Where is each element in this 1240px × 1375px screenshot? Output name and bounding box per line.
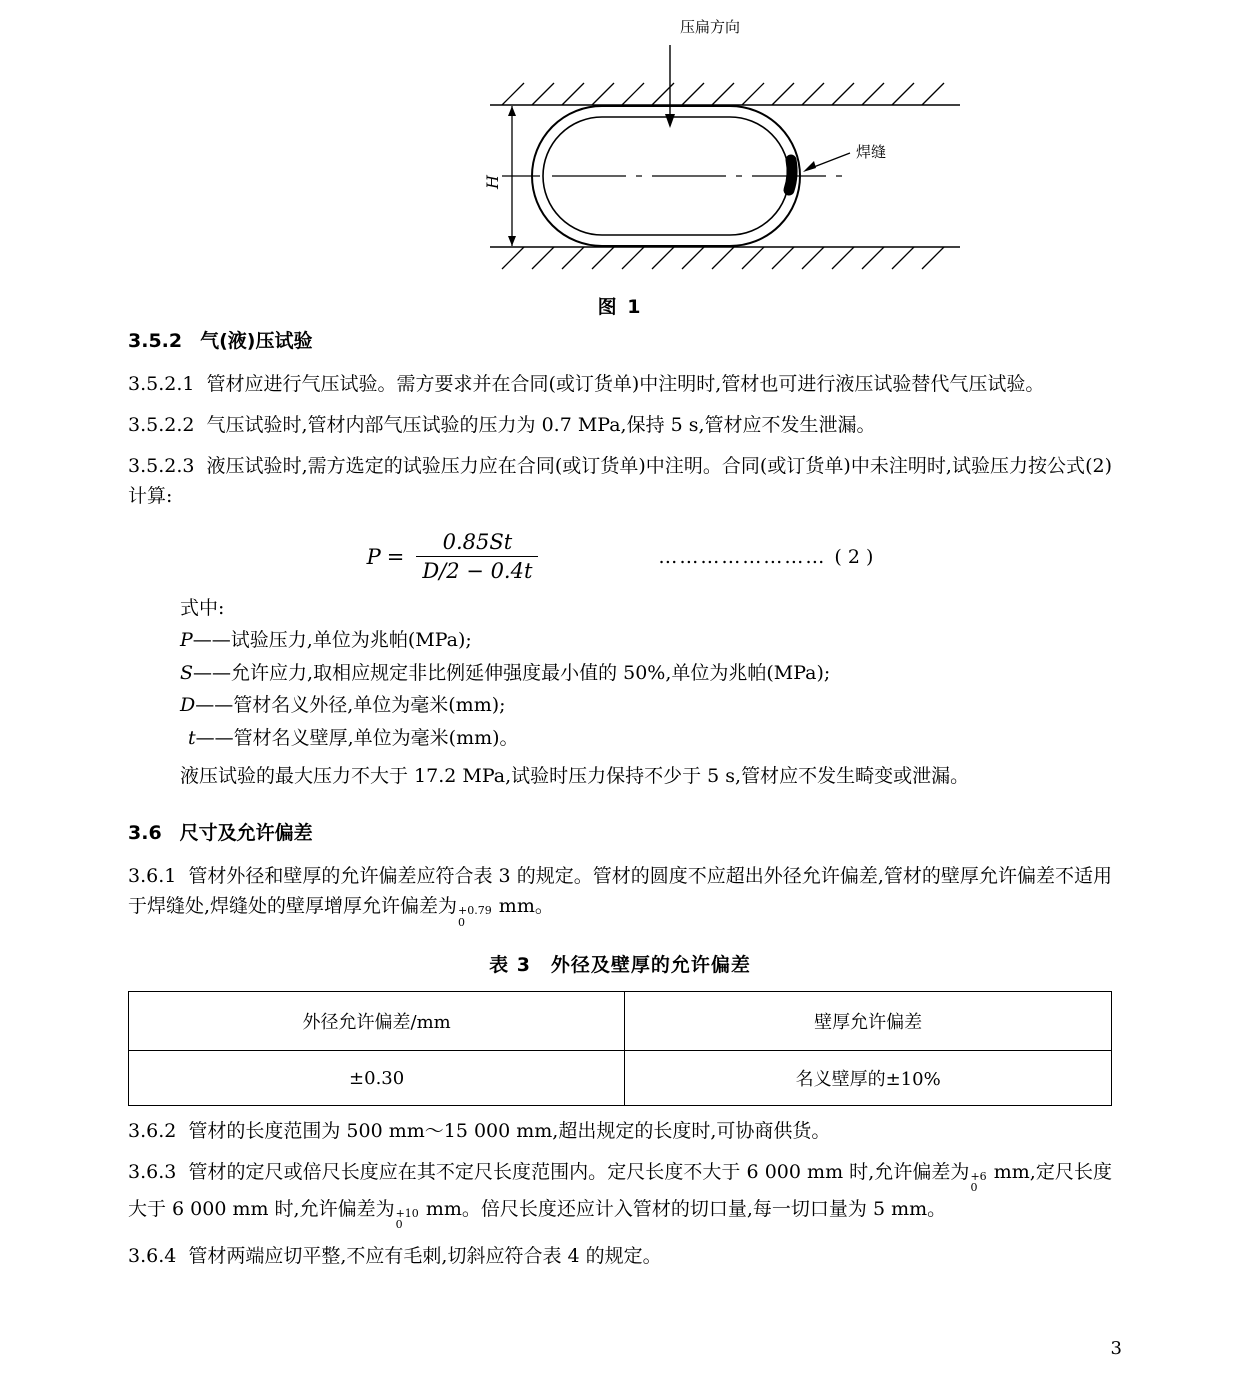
definition-text: 管材名义外径,单位为毫米(mm); bbox=[233, 694, 506, 717]
definition-item bbox=[180, 624, 1112, 657]
paragraph-text: 液压试验时,需方选定的试验压力应在合同(或订货单)中注明。合同(或订货单)中未注明时,试验压力按公式(2)计算: bbox=[128, 454, 1112, 508]
definition-item bbox=[180, 657, 1112, 690]
tolerance-lower: 0 bbox=[970, 1181, 978, 1195]
paragraph-text: 气压试验时,管材内部气压试验的压力为 0.7 MPa,保持 5 s,管材应不发生泄漏。 bbox=[206, 413, 876, 436]
section-heading-3-5-2 bbox=[128, 326, 1112, 353]
tolerance-stack bbox=[458, 905, 492, 928]
cell-outer-diameter-tolerance: ±0.30 bbox=[129, 1051, 625, 1106]
formula-2 bbox=[128, 530, 1112, 583]
section-heading-3-6 bbox=[128, 818, 1112, 845]
paragraph-text-1: 管材的定尺或倍尺长度应在其不定尺长度范围内。定尺长度不大于 6 000 mm 时,允许偏差为 bbox=[188, 1161, 970, 1183]
definition-text: 允许应力,取相应规定非比例延伸强度最小值的 50%,单位为兆帕(MPa); bbox=[231, 661, 831, 684]
formula-lhs: P bbox=[366, 544, 381, 569]
definition-symbol: D bbox=[180, 694, 196, 717]
tolerance-stack bbox=[396, 1208, 419, 1231]
table-header-row bbox=[129, 992, 1112, 1051]
figure-caption: 图 1 bbox=[597, 296, 643, 318]
formula-numerator: 0.85St bbox=[442, 530, 513, 555]
tolerance-lower: 0 bbox=[458, 915, 466, 929]
table-3-caption: 表 3 外径及壁厚的允许偏差 bbox=[489, 954, 751, 977]
paragraph-3-6-1 bbox=[128, 861, 1112, 929]
definition-dash: —— bbox=[193, 661, 232, 684]
definition-dash: —— bbox=[195, 727, 234, 750]
flatten-direction-label: 压扁方向 bbox=[680, 18, 741, 36]
formula-fraction bbox=[416, 530, 538, 583]
formula-closing-note: 液压试验的最大压力不大于 17.2 MPa,试验时压力保持不少于 5 s,管材应不发生畸变或泄漏。 bbox=[180, 764, 970, 787]
definition-text: 管材名义壁厚,单位为毫米(mm)。 bbox=[233, 727, 519, 750]
document-page bbox=[0, 10, 1240, 1375]
section-title: 气(液)压试验 bbox=[200, 330, 313, 352]
cell-wall-thickness-tolerance: 名义壁厚的±10% bbox=[625, 1051, 1112, 1106]
page-number: 3 bbox=[1110, 1338, 1122, 1359]
paragraph-text: 管材应进行气压试验。需方要求并在合同(或订货单)中注明时,管材也可进行液压试验替代气压试验。 bbox=[206, 373, 1045, 395]
formula-equals: = bbox=[386, 544, 405, 569]
tolerance-lower: 0 bbox=[395, 1218, 403, 1232]
definition-dash: —— bbox=[192, 629, 231, 652]
weld-seam-label: 焊缝 bbox=[856, 143, 887, 161]
definition-item bbox=[180, 689, 1112, 722]
formula-number: ( 2 ) bbox=[834, 545, 874, 568]
section-number: 3.5.2 bbox=[128, 330, 183, 352]
paragraph-number: 3.5.2.1 bbox=[128, 373, 195, 395]
definition-symbol: P bbox=[180, 629, 193, 652]
paragraph-text-after: mm。 bbox=[492, 895, 554, 918]
formula-definitions bbox=[180, 624, 1112, 755]
section-number: 3.6 bbox=[128, 821, 162, 844]
formula-denominator: D/2 − 0.4t bbox=[416, 556, 538, 583]
paragraph-text: 管材两端应切平整,不应有毛刺,切斜应符合表 4 的规定。 bbox=[188, 1244, 662, 1267]
formula-expression bbox=[367, 530, 539, 583]
definition-symbol: t bbox=[188, 727, 196, 750]
paragraph-text-before: 管材外径和壁厚的允许偏差应符合表 3 的规定。管材的圆度不应超出外径允许偏差,管材的壁厚允许偏差不适用于焊缝处,焊缝处的壁厚增厚允许偏差为 bbox=[128, 864, 1112, 918]
paragraph-text-2: mm,定尺长度大于 6 000 mm 时,允许偏差为 bbox=[128, 1161, 1112, 1220]
paragraph-text: 管材的长度范围为 500 mm～15 000 mm,超出规定的长度时,可协商供货。 bbox=[188, 1120, 831, 1143]
formula-where-label: 式中: bbox=[180, 597, 225, 620]
paragraph-number: 3.6.2 bbox=[128, 1120, 177, 1143]
column-header-outer-diameter: 外径允许偏差/mm bbox=[129, 992, 625, 1051]
table-row bbox=[129, 1051, 1112, 1106]
tolerance-upper: +6 bbox=[970, 1169, 987, 1183]
paragraph-3-6-2 bbox=[128, 1116, 1112, 1147]
paragraph-3-5-2-1 bbox=[128, 369, 1112, 400]
paragraph-number: 3.6.1 bbox=[128, 864, 177, 887]
formula-leader-dots: …………………… bbox=[658, 545, 827, 568]
paragraph-3-6-3 bbox=[128, 1157, 1112, 1231]
paragraph-3-5-2-2 bbox=[128, 410, 1112, 441]
paragraph-number: 3.5.2.3 bbox=[128, 454, 195, 477]
paragraph-text-3: mm。倍尺长度还应计入管材的切口量,每一切口量为 5 mm。 bbox=[419, 1197, 947, 1220]
paragraph-3-5-2-3 bbox=[128, 451, 1112, 513]
height-symbol-label: H bbox=[483, 175, 502, 189]
definition-text: 试验压力,单位为兆帕(MPa); bbox=[230, 629, 472, 652]
paragraph-number: 3.6.4 bbox=[128, 1244, 177, 1267]
definition-symbol: S bbox=[180, 661, 194, 684]
figure-1 bbox=[128, 10, 1112, 318]
section-title: 尺寸及允许偏差 bbox=[179, 821, 313, 844]
definition-dash: —— bbox=[195, 694, 234, 717]
tolerance-upper: +0.79 bbox=[458, 903, 492, 917]
paragraph-number: 3.5.2.2 bbox=[128, 413, 195, 436]
table-3-tolerances bbox=[128, 991, 1112, 1106]
paragraph-3-6-4 bbox=[128, 1241, 1112, 1272]
flatten-test-diagram bbox=[240, 10, 1000, 280]
definition-item bbox=[180, 722, 1112, 755]
paragraph-number: 3.6.3 bbox=[128, 1161, 177, 1183]
tolerance-stack bbox=[970, 1171, 986, 1194]
tolerance-upper: +10 bbox=[395, 1206, 419, 1220]
column-header-wall-thickness: 壁厚允许偏差 bbox=[625, 992, 1112, 1051]
